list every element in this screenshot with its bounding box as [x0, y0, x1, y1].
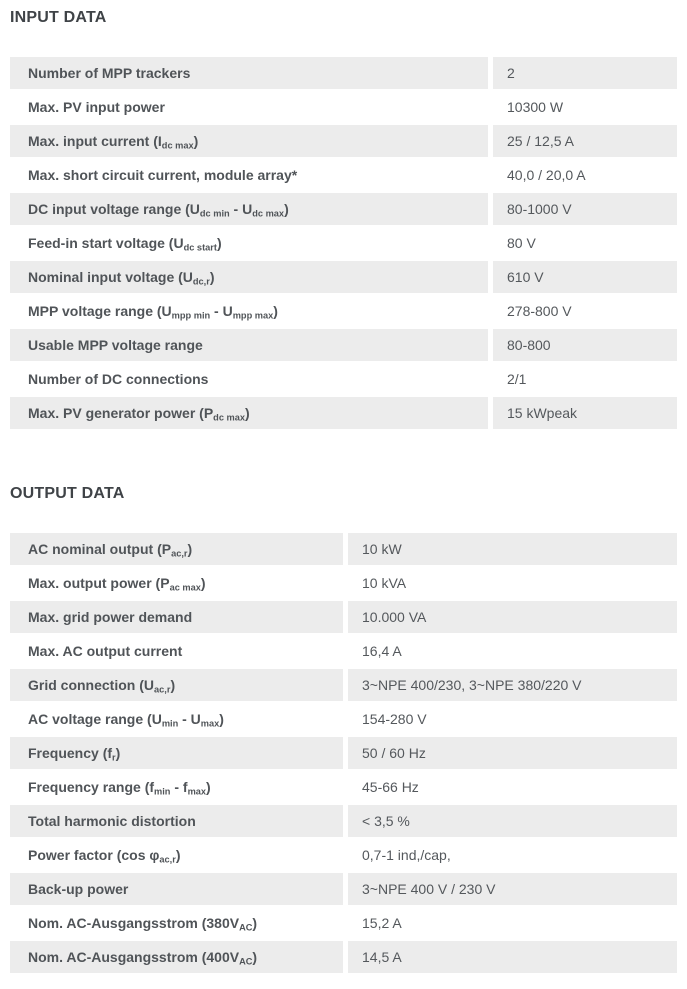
spec-value: 154-280 V — [348, 703, 677, 735]
spec-value: 610 V — [493, 261, 677, 293]
spec-value: 80 V — [493, 227, 677, 259]
spec-label: Total harmonic distortion — [10, 805, 343, 837]
spec-label: AC voltage range $(U_{min} - U_{max})$ — [10, 703, 343, 735]
spec-value: 45-66 Hz — [348, 771, 677, 803]
spec-label: Nom. AC-Ausgangsstrom $(400V_{AC})$ — [10, 941, 343, 973]
spec-value: 16,4 A — [348, 635, 677, 667]
spec-value: 2 — [493, 57, 677, 89]
spec-value: 10 kW — [348, 533, 677, 565]
table-row — [10, 533, 677, 567]
table-row — [10, 771, 677, 805]
spec-label: Max. grid power demand — [10, 601, 343, 633]
spec-value: 80-1000 V — [493, 193, 677, 225]
spec-value: 50 / 60 Hz — [348, 737, 677, 769]
spec-value: 278-800 V — [493, 295, 677, 327]
spec-value: 10 kVA — [348, 567, 677, 599]
table-row — [10, 873, 677, 907]
table-row — [10, 703, 677, 737]
spec-value: 14,5 A — [348, 941, 677, 973]
spec-label: Max. PV input power — [10, 91, 488, 123]
spec-label: Number of MPP trackers — [10, 57, 488, 89]
spec-label: Max. PV generator power $(P_{dc max})$ — [10, 397, 488, 429]
table-row — [10, 261, 677, 295]
spec-value: 3~NPE 400/230, 3~NPE 380/220 V — [348, 669, 677, 701]
spec-value: 10.000 VA — [348, 601, 677, 633]
spec-label: Max. input current $(I_{dc max})$ — [10, 125, 488, 157]
table-row — [10, 839, 677, 873]
spec-label: Nom. AC-Ausgangsstrom $(380V_{AC})$ — [10, 907, 343, 939]
table-row — [10, 805, 677, 839]
spec-label: Grid connection $(U_{ac,r})$ — [10, 669, 343, 701]
spec-label: DC input voltage range $(U_{dc min} - U_{dc max})$ — [10, 193, 488, 225]
spec-label: Back-up power — [10, 873, 343, 905]
table-row — [10, 669, 677, 703]
table-row — [10, 941, 677, 975]
output-data-section — [10, 476, 677, 975]
table-row — [10, 363, 677, 397]
spec-value: 2/1 — [493, 363, 677, 395]
table-row — [10, 295, 677, 329]
spec-label: Feed-in start voltage $(U_{dc start})$ — [10, 227, 488, 259]
table-row — [10, 125, 677, 159]
spec-label: Number of DC connections — [10, 363, 488, 395]
table-row — [10, 397, 677, 431]
spec-label: Frequency $(f_r)$ — [10, 737, 343, 769]
spec-value: 80-800 — [493, 329, 677, 361]
spec-value: 0,7-1 ind,/cap, — [348, 839, 677, 871]
table-row — [10, 91, 677, 125]
spec-value: < 3,5 % — [348, 805, 677, 837]
spec-value: 15,2 A — [348, 907, 677, 939]
table-row — [10, 193, 677, 227]
spec-label: Max. AC output current — [10, 635, 343, 667]
table-row — [10, 907, 677, 941]
spec-label: Max. output power $(P_{ac max})$ — [10, 567, 343, 599]
input-data-table — [10, 57, 677, 431]
spec-value: 15 kWpeak — [493, 397, 677, 429]
spec-value: 25 / 12,5 A — [493, 125, 677, 157]
table-row — [10, 635, 677, 669]
section-title-output-data: OUTPUT DATA — [10, 485, 125, 502]
spec-label: Power factor (cos $\varphi_{ac,r}$) — [10, 839, 343, 871]
section-title-input-data: INPUT DATA — [10, 9, 107, 26]
spec-label: AC nominal output $(P_{ac,r})$ — [10, 533, 343, 565]
input-data-section — [10, 0, 677, 431]
table-row — [10, 159, 677, 193]
table-row — [10, 737, 677, 771]
spec-value: 40,0 / 20,0 A — [493, 159, 677, 191]
spec-label: Usable MPP voltage range — [10, 329, 488, 361]
spec-label: Nominal input voltage $(U_{dc,r})$ — [10, 261, 488, 293]
spec-value: 3~NPE 400 V / 230 V — [348, 873, 677, 905]
table-row — [10, 227, 677, 261]
output-data-table — [10, 533, 677, 975]
spec-label: MPP voltage range $(U_{mpp min} - U_{mpp max})$ — [10, 295, 488, 327]
spec-value: 10300 W — [493, 91, 677, 123]
table-row — [10, 329, 677, 363]
table-row — [10, 567, 677, 601]
table-row — [10, 57, 677, 91]
table-row — [10, 601, 677, 635]
spec-label: Max. short circuit current, module array* — [10, 159, 488, 191]
spec-label: Frequency range $(f_{min} - f_{max})$ — [10, 771, 343, 803]
